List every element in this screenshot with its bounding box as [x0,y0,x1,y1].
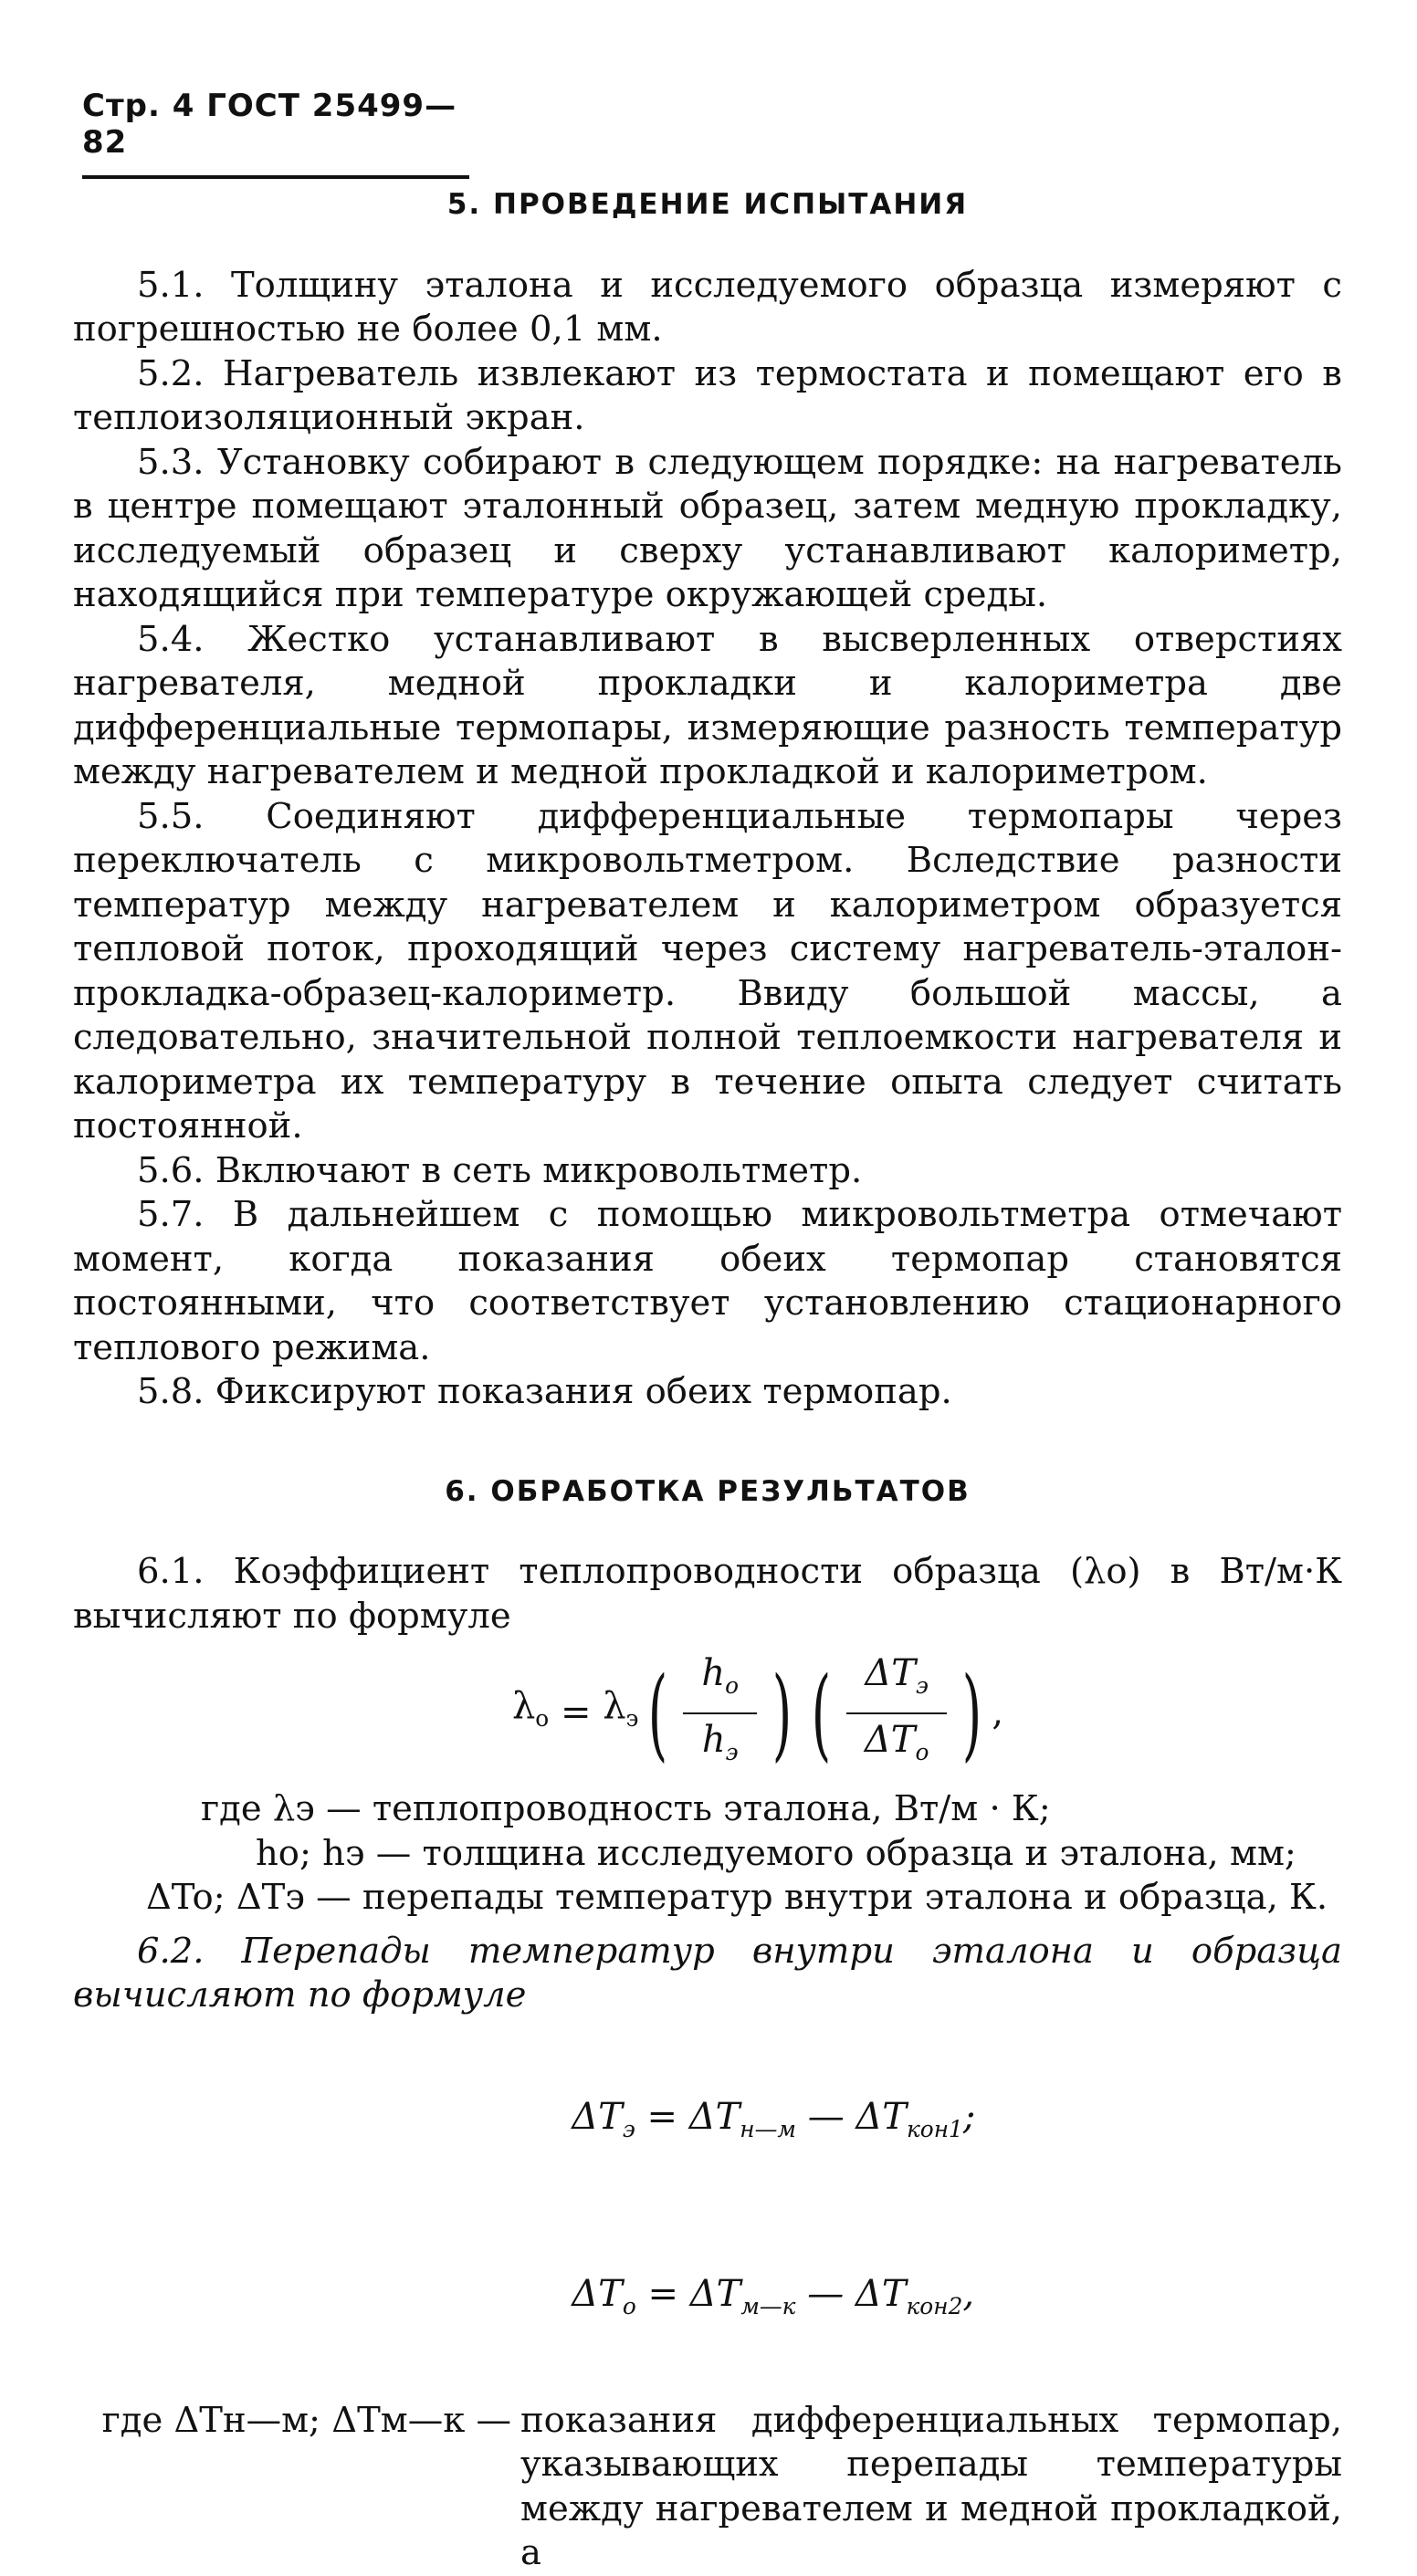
formula-equals: = [549,1691,604,1734]
where-list-2 [73,2399,1342,2576]
paragraph-5-7: 5.7. В дальнейшем с помощью микровольтметра отмечают момент, когда показания обеих термопар становятся постоянными, что соответствует установлению стационарного теплового режима. [73,1194,1342,1368]
section-6-title: 6. ОБРАБОТКА РЕЗУЛЬТАТОВ [445,1474,971,1508]
paragraph-5-5: 5.5. Соединяют дифференциальные термопары через переключатель с микровольтметром. Вследствие разности температур между нагревателем и калориметром образуется тепловой поток, проходящий через систему нагреватель-эталон-прокладка-образец-калориметр. Ввиду большой массы, а следовательно, значительной полной теплоемкости нагревателя и калориметра их температуру в течение опыта следует считать постоянной. [73,795,1342,1147]
where-line: ΔTo; ΔTэ — перепады температур внутри эталона и образца, К. [146,1877,1328,1918]
left-paren-1: ( [648,1654,668,1772]
equation-2: $\Delta T_о = \Delta T_{м—к}$ — $\Delta T_{кон2}$, [572,2272,975,2319]
formula-conductivity [73,1651,1342,1775]
where-2-label: где ΔTн—м; ΔTм—к — [101,2399,511,2441]
section-5-title: 5. ПРОВЕДЕНИЕ ИСПЫТАНИЯ [446,188,969,221]
where-list-1 [73,1787,1342,1921]
document-body [73,183,1342,2576]
fraction-thickness: $\frac{h_o}{h_э}$ [683,1651,757,1775]
paragraph-5-2: 5.2. Нагреватель извлекают из термостата и помещают его в теплоизоляционный экран. [73,352,1342,438]
paragraph-6-2: 6.2. Перепады температур внутри эталона и образца вычисляют по формуле [73,1930,1342,2016]
paragraph-5-3: 5.3. Установку собирают в следующем порядке: на нагреватель в центре помещают эталонный образец, затем медную прокладку, исследуемый образец и сверху устанавливают калориметр, находящийся при температуре окружающей среды. [73,441,1342,615]
page-header: Стр. 4 ГОСТ 25499—82 [82,88,469,179]
equations-temperature-drops [502,2051,1342,2373]
where-line: ho; hэ — толщина исследуемого образца и эталона, мм; [256,1832,1296,1874]
formula-lhs: $\lambda_o$ [511,1685,550,1733]
fraction-temperature: $\frac{\Delta T_э}{\Delta T_o}$ [846,1651,948,1775]
paragraph-6-1: 6.1. Коэффициент теплопроводности образца (λo) в Вт/м·К вычисляют по формуле [73,1551,1342,1637]
formula-tail: , [992,1691,1004,1734]
paragraph-5-8: 5.8. Фиксируют показания обеих термопар. [137,1371,952,1412]
where-line: где λэ — теплопроводность эталона, Вт/м · К; [201,1788,1051,1829]
left-paren-2: ( [811,1654,832,1772]
right-paren-1: ) [771,1654,792,1772]
equation-1: $\Delta T_э = \Delta T_{н—м}$ — $\Delta T_{кон1}$; [572,2096,976,2142]
formula-coef: $\lambda_э$ [603,1685,639,1733]
where-2-text: показания дифференциальных термопар, указывающих перепады температуры между нагревателем и медной прокладкой, а [520,2399,1342,2573]
paragraph-5-4: 5.4. Жестко устанавливают в высверленных отверстиях нагревателя, медной прокладки и калориметра две дифференциальные термопары, измеряющие разность температур между нагревателем и медной прокладкой и калориметром. [73,618,1342,792]
right-paren-2: ) [962,1654,982,1772]
paragraph-5-6: 5.6. Включают в сеть микровольтметр. [137,1149,863,1191]
paragraph-5-1: 5.1. Толщину эталона и исследуемого образца измеряют с погрешностью не более 0,1 мм. [73,264,1342,350]
